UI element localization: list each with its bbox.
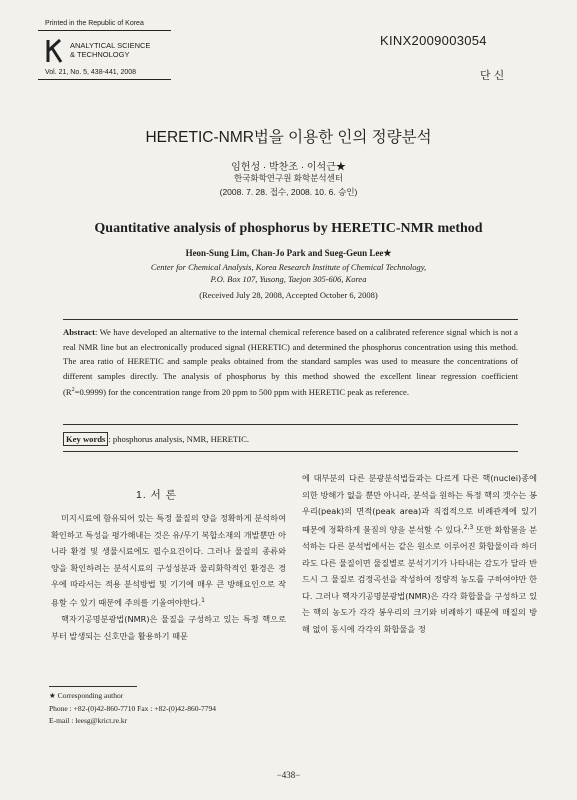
korean-dates: (2008. 7. 28. 접수, 2008. 10. 6. 승인) [219,187,358,197]
footnote [49,690,216,728]
abstract-top-rule [63,319,518,320]
intro-paragraph-1 [51,510,286,611]
korean-affiliation: 한국화학연구원 화학분석센터 [233,173,344,183]
intro-paragraph-2: 핵자기공명분광법(NMR)은 물질을 구성하고 있는 특정 핵으로부터 발생되는 신호만을 활용하기 때문 [51,614,286,641]
footnote-corresponding: ★ Corresponding author [49,691,124,700]
footnote-phone: Phone : +82-(0)42-860-7710 Fax : +82-(0)42-860-7794 [49,703,216,713]
masthead-journal [70,41,150,59]
document-id: KINX2009003054 [380,33,487,48]
left-column [51,510,286,644]
ref-superscript-2-3: 2,3 [463,523,474,531]
journal-name-line2: & TECHNOLOGY [70,50,130,59]
footnote-email: E-mail : leesg@krict.re.kr [49,716,128,725]
keywords-text: : phosphorus analysis, NMR, HERETIC. [108,434,249,444]
abstract-bottom-rule [63,424,518,425]
affiliation-line2: P.O. Box 107, Yusong, Taejon 305-606, Korea [210,273,367,284]
masthead-printed: Printed in the Republic of Korea [45,20,144,27]
korean-authors: 임헌성 · 박찬조 · 이석근★ [231,162,346,173]
english-authors: Heon-Sung Lim, Chan-Jo Park and Sueg-Geun Lee★ [185,248,392,258]
abstract [63,325,518,399]
abstract-text-1: : We have developed an alternative to the internal chemical reference based on a calibrated reference signal which is not a real NMR line but an electronically produced signal (HERETIC) and determined the phosphorus concentration using this method. The area ratio of HERETIC and sample peaks obtained from the standard samples was used to measure the concentrations of different samples directly. The analysis of phosphorus by this method showed the excellent linear regression coefficient (R [63,327,518,397]
keywords [63,432,249,446]
english-affiliation [0,262,577,285]
korean-title: HERETIC-NMR법을 이용한 인의 정량분석 [145,129,432,146]
intro-paragraph-1-text: 미지시료에 함유되어 있는 특정 물질의 양을 정확하게 분석하여 확인하고 특성을 평가해내는 것은 유/무기 복합소재의 개발뿐만 아니라 환경 및 생물시료에도 필수요건이다. 그러나 물질의 종류와 양을 확인하려는 분석시료의 구성성분과 물리화학적인 환경은 경우에 따라서는 적용 분석방법 및 기기에 매우 큰 방해요인으로 작용할 수 있기 때문에 주의를 기울여야한다. [51,513,286,608]
keywords-bottom-rule [63,451,518,452]
footnote-rule [49,686,137,687]
english-title: Quantitative analysis of phosphorus by HERETIC-NMR method [94,221,483,236]
page-number: −438− [276,770,301,780]
intro-continued-text-b: 또한 화합물을 분석하는 다른 분석법에서는 같은 원소로 이루어진 화합물이라 하더라도 다른 물질이면 물질별로 분석기기가 나타내는 감도가 달라 반드시 그 물질로 검정곡선을 작성하여 정량적 농도를 구하여야만 한다. 그러나 핵자기공명분광법(NMR)은 각각 화합물을 구성하고 있는 핵의 농도가 각각 봉우리의 크기와 비례하기 때문에 매질의 방해 없이 동시에 각각의 화합물을 정 [302,524,537,635]
keywords-label: Key words [63,432,108,446]
english-dates: (Received July 28, 2008, Accepted October 6, 2008) [199,290,378,300]
abstract-text-2: =0.9999) for the concentration range from 20 ppm to 500 ppm with HERETIC peak as reference. [74,386,410,397]
section-tag: 단 신 [480,70,505,82]
masthead-bottom-rule [38,79,171,80]
r2-superscript: 2 [71,387,75,393]
journal-logo-icon [45,38,67,64]
ref-superscript-1: 1 [201,596,205,604]
intro-paragraph-continued [302,470,537,638]
affiliation-line1: Center for Chemical Analysis, Korea Research Institute of Chemical Technology, [150,262,427,272]
masthead-top-rule [38,30,171,31]
section-heading-introduction: 1. 서 론 [136,489,177,501]
abstract-label: Abstract [63,327,95,337]
masthead-volume: Vol. 21, No. 5, 438-441, 2008 [45,69,137,76]
right-column [302,470,537,638]
journal-name-line1: ANALYTICAL SCIENCE [70,41,151,50]
intro-continued-text-a: 에 대부분의 다른 분광분석법들과는 다르게 다른 핵(nuclei)종에 의한 방해가 없을 뿐만 아니라, 분석을 원하는 특정 핵의 갯수는 봉우리(peak)의 면적(peak area)과 직접적으로 비례관계에 있기 때문에 정확하게 물질의 양을 분석할 수 있다. [302,473,537,535]
